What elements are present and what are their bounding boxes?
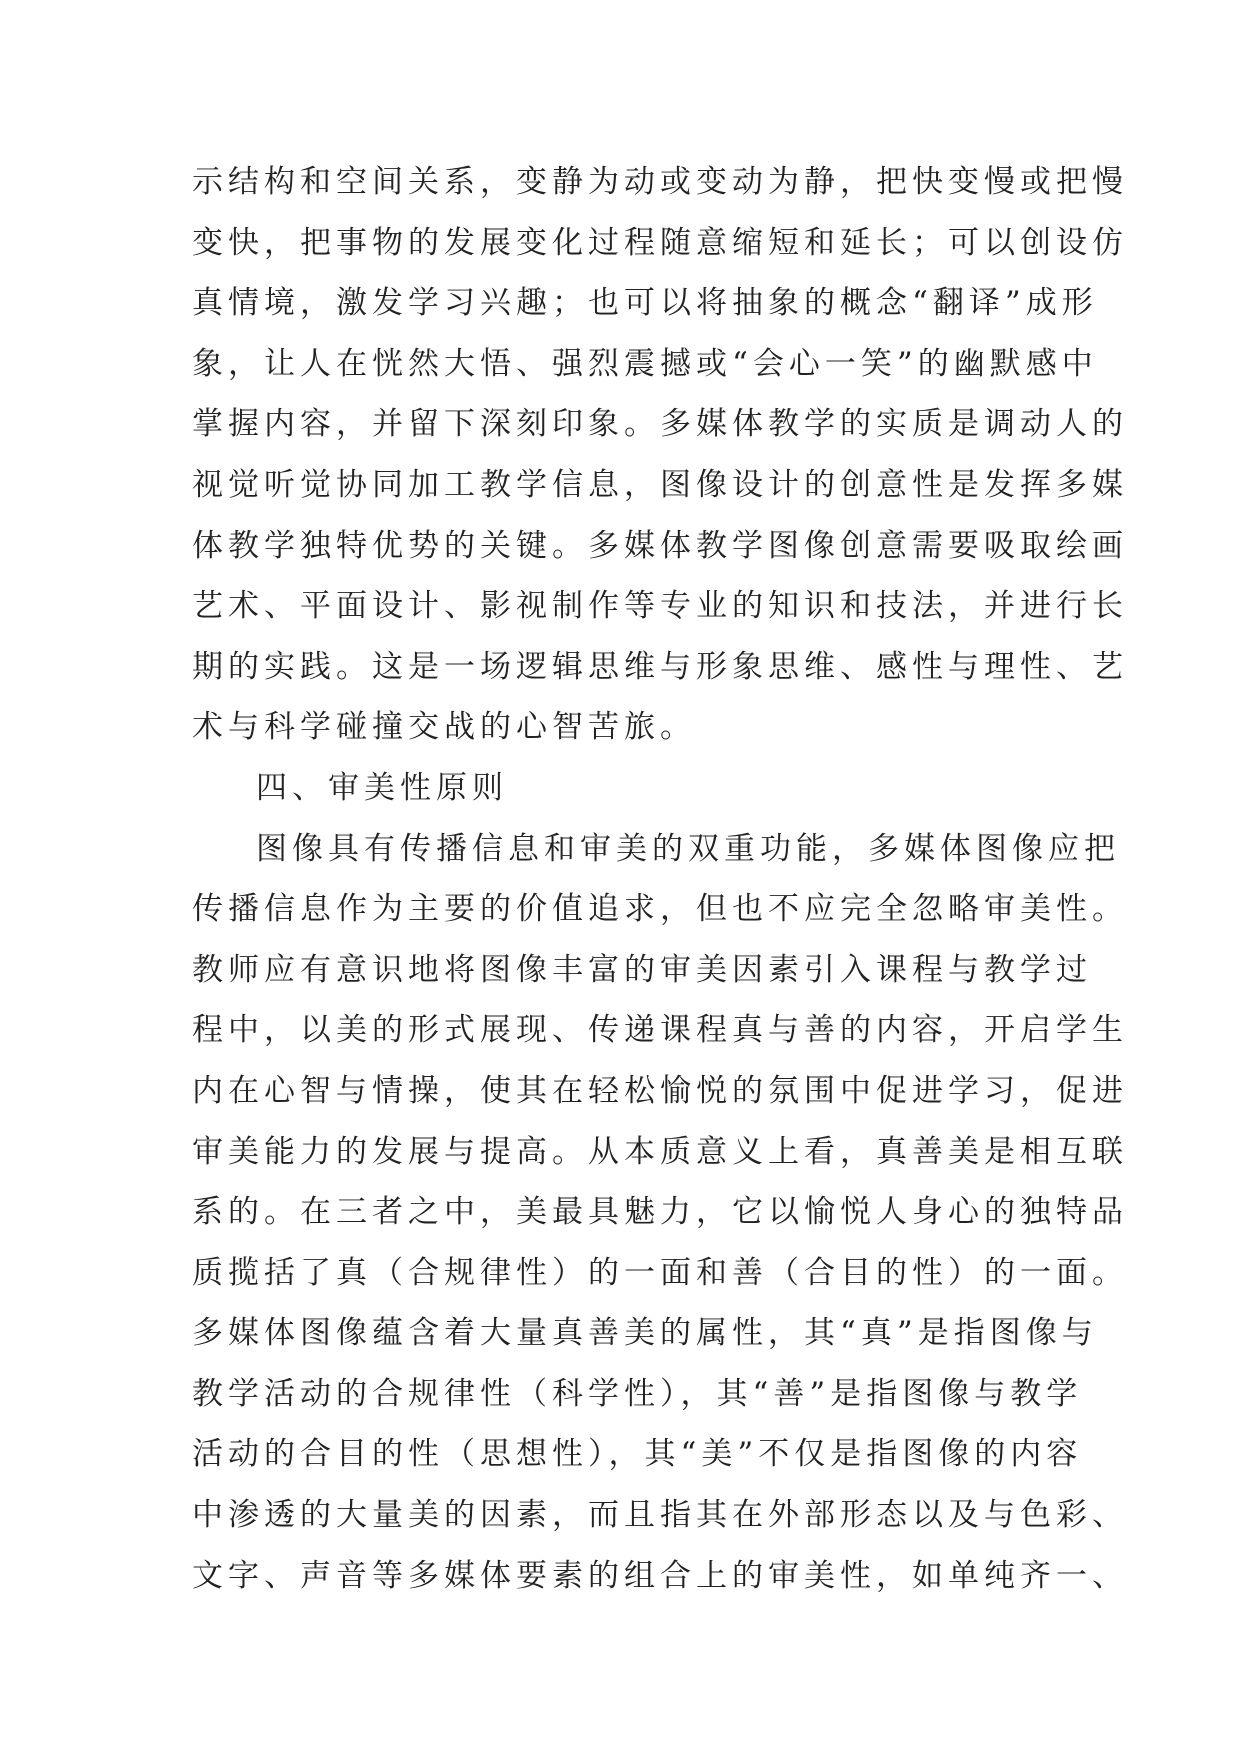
paragraph-2-line: 活动的合目的性（思想性），其“美”不仅是指图像的内容: [192, 1436, 1083, 1473]
paragraph-1-line: 掌握内容，并留下深刻印象。多媒体教学的实质是调动人的: [192, 406, 1128, 443]
paragraph-1-line: 术与科学碰撞交战的心智苦旅。: [192, 709, 696, 746]
paragraph-2-line: 审美能力的发展与提高。从本质意义上看，真善美是相互联: [192, 1133, 1128, 1170]
paragraph-2-line: 系的。在三者之中，美最具魅力，它以愉悦人身心的独特品: [192, 1194, 1128, 1231]
paragraph-2-line: 教学活动的合规律性（科学性），其“善”是指图像与教学: [192, 1375, 1083, 1412]
paragraph-2-line: 传播信息作为主要的价值追求，但也不应完全忽略审美性。: [192, 891, 1128, 928]
paragraph-1-line: 示结构和空间关系，变静为动或变动为静，把快变慢或把慢: [192, 164, 1128, 200]
paragraph-2-line: 内在心智与情操，使其在轻松愉悦的氛围中促进学习，促进: [192, 1072, 1128, 1109]
paragraph-1-line: 期的实践。这是一场逻辑思维与形象思维、感性与理性、艺: [192, 648, 1128, 685]
paragraph-2-line: 教师应有意识地将图像丰富的审美因素引入课程与教学过: [192, 951, 1092, 988]
paragraph-1-line: 真情境，激发学习兴趣；也可以将抽象的概念“翻译”成形: [192, 285, 1098, 322]
paragraph-1-line: 象，让人在恍然大悟、强烈震撼或“会心一笑”的幽默感中: [192, 345, 1098, 382]
paragraph-2-line: 中渗透的大量美的因素，而且指其在外部形态以及与色彩、: [192, 1497, 1128, 1534]
paragraph-1-line: 视觉听觉协同加工教学信息，图像设计的创意性是发挥多媒: [192, 466, 1128, 503]
paragraph-2-line: 文字、声音等多媒体要素的组合上的审美性，如单纯齐一、: [192, 1557, 1128, 1594]
paragraph-2-line: 程中，以美的形式展现、传递课程真与善的内容，开启学生: [192, 1012, 1128, 1049]
section-heading: 四、审美性原则: [256, 769, 508, 806]
paragraph-2-line: 质揽括了真（合规律性）的一面和善（合目的性）的一面。: [192, 1254, 1128, 1291]
paragraph-2-line: 多媒体图像蕴含着大量真善美的属性，其“真”是指图像与: [192, 1315, 1098, 1352]
paragraph-2-line: 图像具有传播信息和审美的双重功能，多媒体图像应把: [256, 830, 1120, 867]
paragraph-1-line: 艺术、平面设计、影视制作等专业的知识和技法，并进行长: [192, 588, 1128, 625]
paragraph-1-line: 变快，把事物的发展变化过程随意缩短和延长；可以创设仿: [192, 224, 1128, 261]
paragraph-1-line: 体教学独特优势的关键。多媒体教学图像创意需要吸取绘画: [192, 527, 1128, 564]
body-text: [192, 152, 1128, 1606]
